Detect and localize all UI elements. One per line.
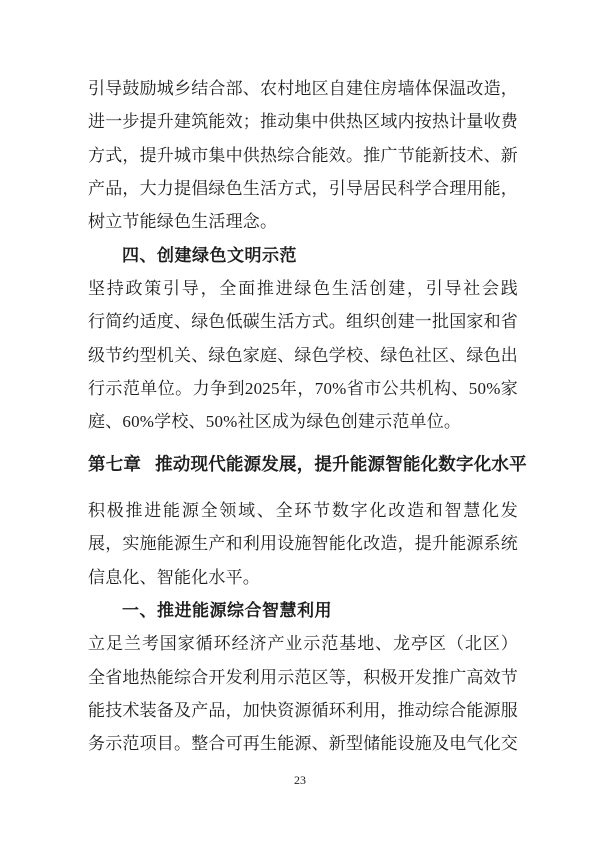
body-line: 引导鼓励城乡结合部、农村地区自建住房墙体保温改造， bbox=[88, 79, 518, 98]
body-line: 能技术装备及产品，加快资源循环利用，推动综合能源服 bbox=[88, 700, 518, 720]
body-line: 信息化、智能化水平。 bbox=[88, 567, 260, 587]
body-line: 积极推进能源全领域、全环节数字化改造和智慧化发 bbox=[88, 500, 518, 520]
body-line: 树立节能绿色生活理念。 bbox=[88, 212, 278, 232]
body-line: 坚持政策引导，全面推进绿色生活创建，引导社会践 bbox=[88, 278, 518, 298]
page-number: 23 bbox=[294, 773, 306, 787]
body-line: 庭、60%学校、50%社区成为绿色创建示范单位。 bbox=[88, 412, 462, 432]
paragraph-smart-energy-use bbox=[88, 627, 518, 760]
section-heading-four: 四、创建绿色文明示范 bbox=[122, 245, 297, 265]
body-line: 展，实施能源生产和利用设施智能化改造，提升能源系统 bbox=[88, 534, 518, 554]
chapter-title: 推动现代能源发展，提升能源智能化数字化水平 bbox=[155, 453, 527, 474]
body-line: 全省地热能综合开发利用示范区等，积极开发推广高效节 bbox=[88, 667, 518, 687]
body-line: 行简约适度、绿色低碳生活方式。组织创建一批国家和省 bbox=[88, 312, 518, 332]
body-line: 立足兰考国家循环经济产业示范基地、龙亭区（北区） bbox=[88, 634, 518, 654]
body-line: 产品，大力提倡绿色生活方式，引导居民科学合理用能， bbox=[88, 178, 518, 198]
section-heading-one: 一、推进能源综合智慧利用 bbox=[122, 600, 332, 620]
body-line: 务示范项目。整合可再生能源、新型储能设施及电气化交 bbox=[88, 734, 518, 754]
document-body bbox=[88, 72, 527, 761]
chapter-number: 第七章 bbox=[88, 453, 142, 474]
body-line: 方式，提升城市集中供热综合能效。推广节能新技术、新 bbox=[88, 145, 518, 165]
chapter-heading bbox=[88, 448, 527, 481]
paragraph-energy-digitalization bbox=[88, 494, 518, 594]
paragraph-green-demonstration bbox=[88, 272, 518, 439]
body-line: 进一步提升建筑能效；推动集中供热区域内按热计量收费 bbox=[88, 112, 518, 132]
paragraph-building-efficiency bbox=[88, 72, 518, 239]
body-line: 级节约型机关、绿色家庭、绿色学校、绿色社区、绿色出 bbox=[88, 345, 518, 365]
body-line: 行示范单位。力争到2025年，70%省市公共机构、50%家 bbox=[88, 378, 518, 398]
